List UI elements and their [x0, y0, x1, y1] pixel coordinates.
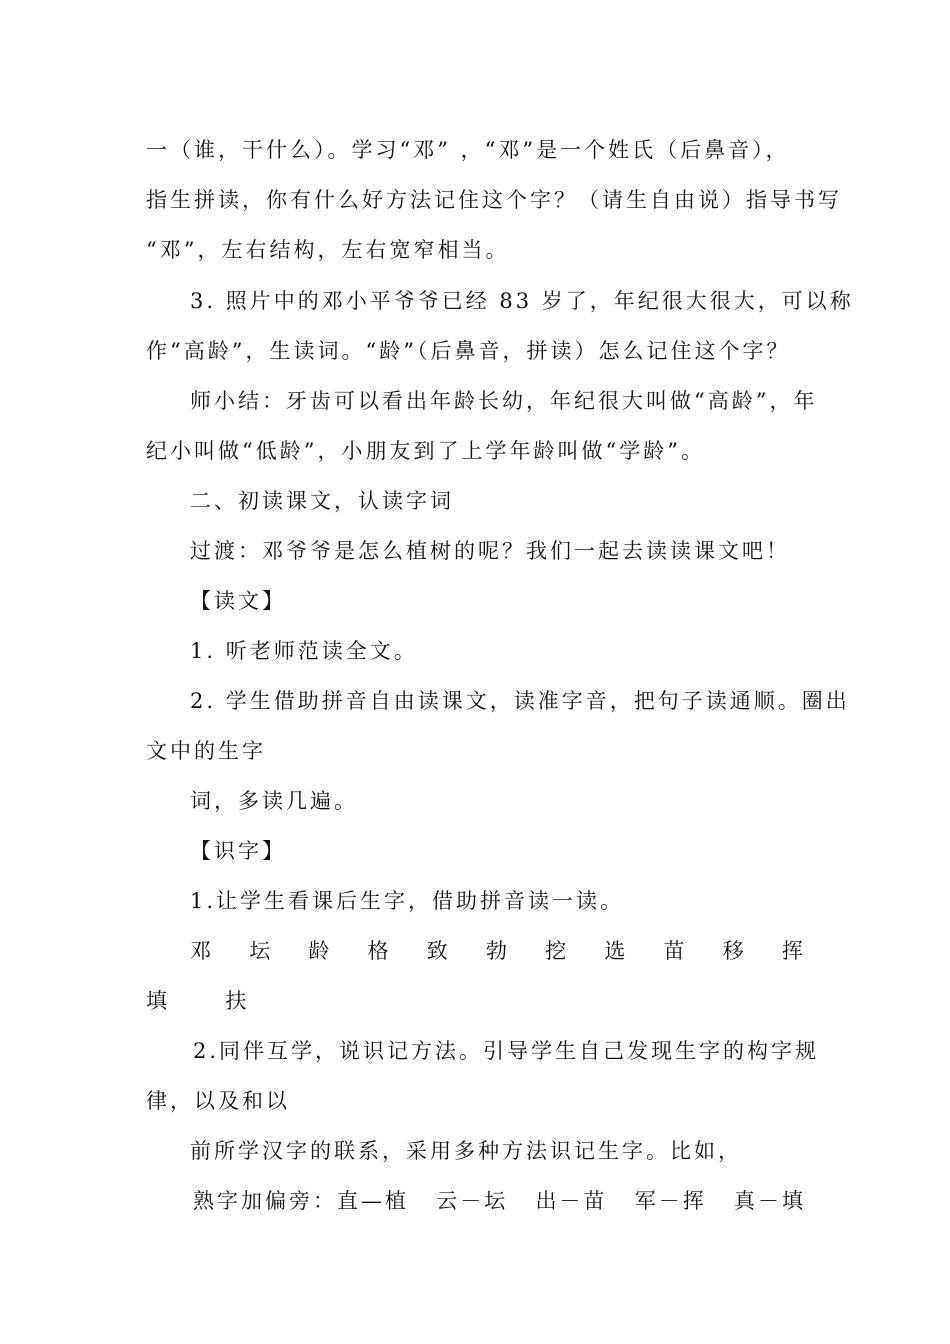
new-character: 勃: [485, 939, 510, 963]
radical-example: 云－坛: [436, 1189, 509, 1213]
text-line: 师小结：牙齿可以看出年龄长幼，年纪很大叫做“高龄”，年: [190, 389, 818, 413]
new-character: 挖: [545, 939, 570, 963]
subsection-heading: 【识字】: [190, 839, 286, 863]
new-character: 龄: [308, 939, 333, 963]
text-line: 律，以及和以: [146, 1089, 290, 1113]
new-character: 格: [367, 939, 392, 963]
text-line: 指生拼读，你有什么好方法记住这个字？（请生自由说）指导书写: [146, 188, 842, 212]
subsection-heading: 【读文】: [190, 589, 286, 613]
radical-examples-row: [193, 1186, 806, 1216]
new-character: 致: [426, 939, 451, 963]
new-characters-row: [190, 936, 806, 966]
new-character: 坛: [249, 939, 274, 963]
radical-example: 熟字加偏旁：直—植: [193, 1189, 409, 1213]
text-line: 1.让学生看课后生字，借助拼音读一读。: [190, 889, 625, 913]
text-line: 2. 学生借助拼音自由读课文，读准字音，把句子读通顺。圈出: [190, 689, 850, 713]
new-character: 移: [722, 939, 747, 963]
text-line: 前所学汉字的联系，采用多种方法识记生字。比如，: [190, 1139, 742, 1163]
new-character: 填: [146, 989, 170, 1013]
text-line: 2.同伴互学，说识记方法。引导学生自己发现生字的构字规: [193, 1039, 820, 1063]
new-character: 扶: [225, 989, 250, 1013]
text-line: 一（谁，干什么）。学习“邓” ，“邓”是一个姓氏（后鼻音），: [146, 138, 790, 162]
text-line: “邓”，左右结构，左右宽窄相当。: [146, 238, 510, 262]
text-line: 文中的生字: [146, 739, 266, 763]
text-line: 作“高龄”，生读词。“龄”（后鼻音，拼读）怎么记住这个字？: [146, 339, 791, 363]
new-character: 挥: [781, 939, 806, 963]
text-line: 1. 听老师范读全文。: [190, 639, 418, 663]
radical-example: 出－苗: [535, 1189, 608, 1213]
text-line: 3. 照片中的邓小平爷爷已经 83 岁了，年纪很大很大，可以称: [190, 289, 854, 313]
section-heading: 二、初读课文，认读字词: [190, 489, 454, 513]
new-character: 选: [604, 939, 629, 963]
text-line: 过渡：邓爷爷是怎么植树的呢？我们一起去读读课文吧！: [190, 539, 790, 563]
radical-example: 军－挥: [634, 1189, 707, 1213]
new-character: 邓: [190, 939, 214, 963]
text-line: 纪小叫做“低龄”，小朋友到了上学年龄叫做“学龄”。: [146, 439, 705, 463]
new-characters-row: [146, 986, 806, 1016]
new-character: 苗: [663, 939, 688, 963]
text-line: 词，多读几遍。: [190, 789, 358, 813]
radical-example: 真－填: [734, 1189, 806, 1213]
